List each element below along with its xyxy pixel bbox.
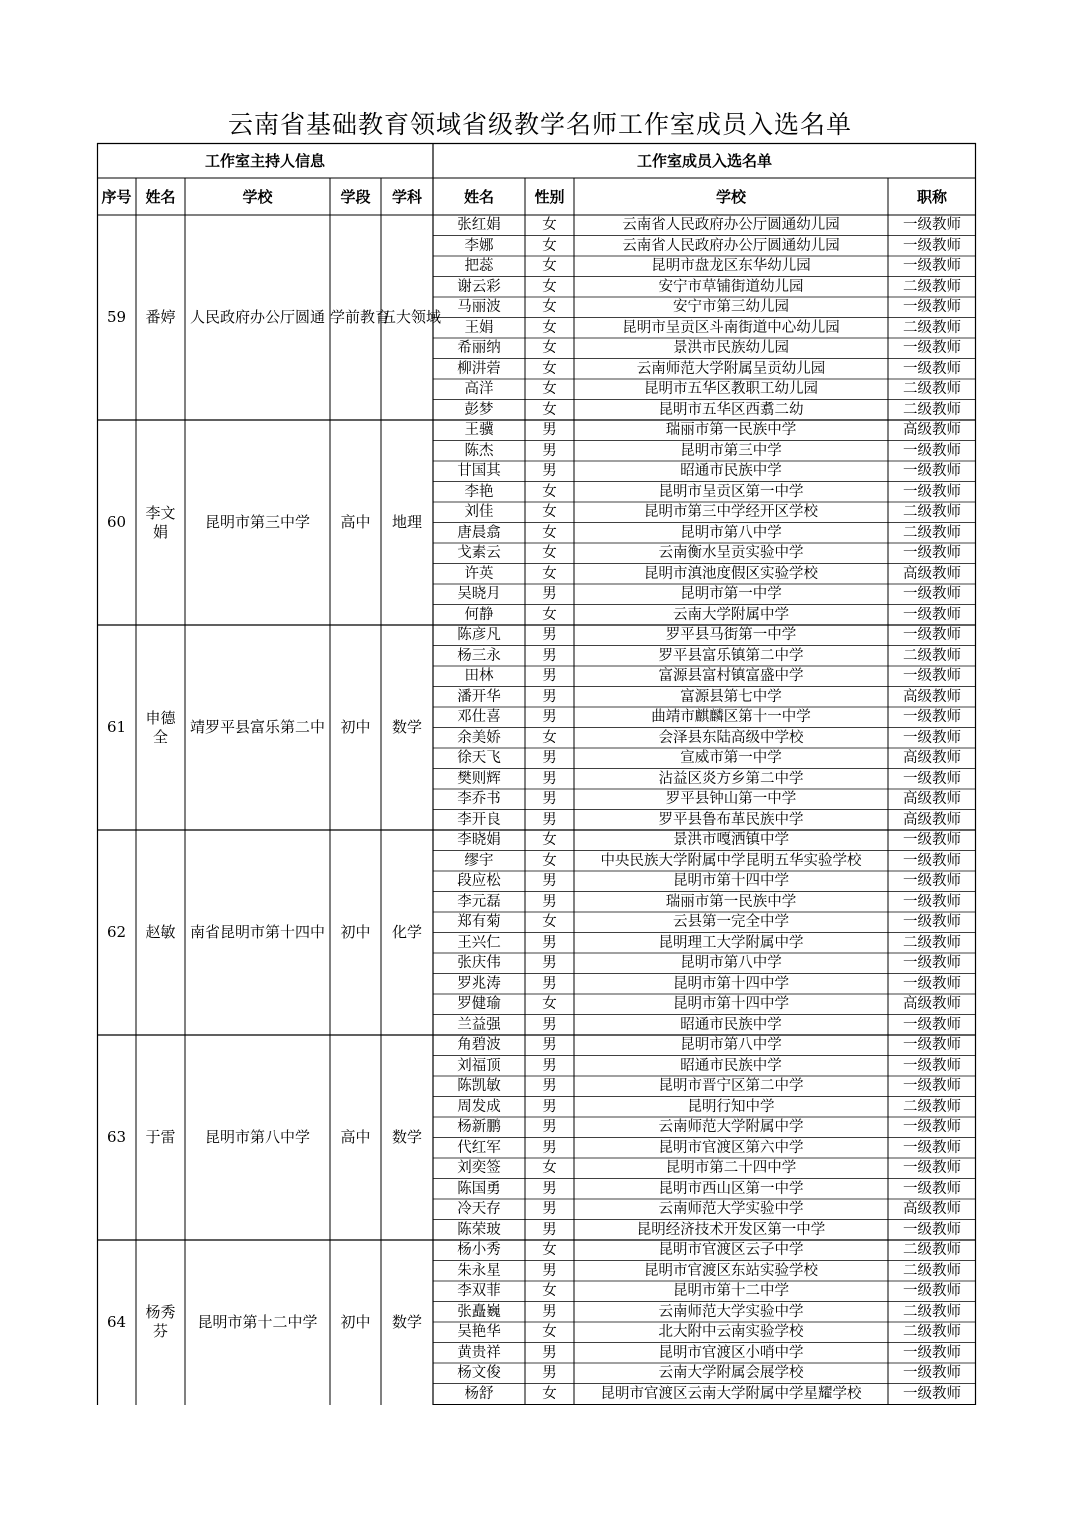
member-school: 昆明市五华区西翥二幼	[658, 401, 804, 418]
member-school: 曲靖市麒麟区第十一中学	[651, 709, 811, 726]
member-name: 把蕊	[464, 258, 494, 275]
member-school: 云南衡水呈贡实验中学	[658, 545, 804, 562]
studio-number: 62	[106, 923, 127, 941]
member-rank: 一级教师	[903, 340, 961, 357]
member-school: 昭通市民族中学	[680, 1016, 782, 1033]
member-rank: 一级教师	[903, 360, 961, 377]
member-group-header: 工作室成员入选名单	[636, 152, 772, 170]
member-gender: 男	[542, 1078, 557, 1095]
member-rank: 二级教师	[903, 1303, 961, 1320]
member-school: 昆明市官渡区第六中学	[658, 1139, 804, 1156]
member-name: 李晓娟	[457, 832, 501, 849]
member-gender: 女	[542, 1242, 557, 1259]
member-gender: 女	[542, 1160, 557, 1177]
host-name: 杨秀芬	[145, 1303, 176, 1340]
member-rank: 一级教师	[903, 1037, 961, 1054]
member-school: 昆明市第三中学经开区学校	[644, 504, 818, 521]
studio-number: 59	[106, 308, 127, 326]
member-name: 陈凯敏	[457, 1078, 501, 1095]
member-school: 云南大学附属会展学校	[658, 1365, 804, 1382]
member-rank: 一级教师	[903, 627, 961, 644]
member-gender: 男	[542, 873, 557, 890]
studio-number: 61	[106, 718, 127, 736]
member-school: 昆明市滇池度假区实验学校	[644, 565, 818, 582]
roster-table	[97, 143, 976, 1405]
member-name: 戈素云	[457, 545, 501, 562]
member-name: 吴艳华	[457, 1324, 501, 1341]
member-gender: 男	[542, 1303, 557, 1320]
host-school: 人民政府办公厅圆通	[189, 308, 325, 326]
member-name: 杨新鹏	[457, 1119, 501, 1136]
member-name: 兰益强	[457, 1016, 501, 1033]
member-rank: 二级教师	[903, 1242, 961, 1259]
member-rank: 二级教师	[903, 401, 961, 418]
studio-number: 60	[106, 513, 127, 531]
host-school: 昆明市第十二中学	[197, 1312, 318, 1331]
member-gender: 女	[542, 606, 557, 623]
member-school: 昆明市第八中学	[680, 524, 782, 541]
member-rank: 高级教师	[903, 750, 961, 767]
member-school: 富源县富村镇富盛中学	[658, 668, 804, 685]
member-rank: 一级教师	[903, 668, 961, 685]
member-rank: 高级教师	[903, 791, 961, 808]
member-rank: 一级教师	[903, 709, 961, 726]
member-school: 景洪市民族幼儿园	[673, 340, 789, 357]
member-gender: 男	[542, 442, 557, 459]
member-school: 罗平县富乐镇第二中学	[658, 647, 804, 664]
member-name: 李开良	[457, 811, 501, 828]
member-school: 昆明市官渡区东站实验学校	[644, 1262, 818, 1279]
member-name: 刘佳	[464, 504, 494, 521]
member-gender: 女	[542, 1283, 557, 1300]
col-header-subject: 学科	[391, 188, 422, 206]
member-school: 云南省人民政府办公厅圆通幼儿园	[622, 237, 840, 254]
member-rank: 一级教师	[903, 586, 961, 603]
member-name: 陈彦凡	[457, 627, 501, 644]
host-subject: 数学	[391, 1312, 422, 1331]
member-school: 昆明市呈贡区第一中学	[658, 483, 804, 500]
host-name: 于雷	[145, 1128, 176, 1146]
member-name: 罗健瑜	[457, 996, 501, 1013]
member-name: 王娟	[464, 319, 494, 336]
col-header-stage: 学段	[340, 188, 371, 206]
member-gender: 男	[542, 893, 557, 910]
member-school: 瑞丽市第一民族中学	[665, 893, 797, 910]
member-school: 罗平县钟山第一中学	[665, 791, 797, 808]
member-school: 昆明市盘龙区东华幼儿园	[651, 258, 811, 275]
member-school: 昭通市民族中学	[680, 1057, 782, 1074]
member-school: 昆明市五华区教职工幼儿园	[644, 381, 818, 398]
member-gender: 女	[542, 832, 557, 849]
member-rank: 二级教师	[903, 504, 961, 521]
member-gender: 女	[542, 996, 557, 1013]
col-header-rank: 职称	[916, 188, 947, 206]
member-gender: 男	[542, 770, 557, 787]
member-gender: 女	[542, 360, 557, 377]
member-rank: 一级教师	[903, 545, 961, 562]
member-gender: 男	[542, 1344, 557, 1361]
member-rank: 一级教师	[903, 1221, 961, 1238]
host-subject: 地理	[391, 513, 422, 531]
member-school: 会泽县东陆高级中学校	[658, 729, 804, 746]
member-gender: 女	[542, 852, 557, 869]
host-subject: 数学	[391, 1128, 422, 1146]
host-subject: 化学	[391, 923, 422, 941]
member-school: 昆明市第十四中学	[673, 996, 789, 1013]
member-name: 李艳	[464, 483, 494, 500]
member-gender: 男	[542, 1201, 557, 1218]
member-rank: 一级教师	[903, 1180, 961, 1197]
member-rank: 一级教师	[903, 852, 961, 869]
host-school: 南省昆明市第十四中	[189, 923, 325, 941]
host-stage: 初中	[340, 718, 371, 736]
member-school: 昆明行知中学	[687, 1098, 775, 1115]
member-gender: 男	[542, 975, 557, 992]
member-gender: 男	[542, 1119, 557, 1136]
member-rank: 高级教师	[903, 565, 961, 582]
member-rank: 一级教师	[903, 442, 961, 459]
member-name: 陈荣玻	[457, 1221, 501, 1238]
member-rank: 二级教师	[903, 934, 961, 951]
member-rank: 一级教师	[903, 832, 961, 849]
member-school: 安宁市草铺街道幼儿园	[658, 278, 804, 295]
member-rank: 高级教师	[903, 422, 961, 439]
member-gender: 男	[542, 627, 557, 644]
member-name: 马丽波	[457, 299, 501, 316]
member-name: 罗兆涛	[457, 975, 501, 992]
studio-number: 63	[106, 1128, 127, 1146]
member-name: 樊则辉	[457, 770, 501, 787]
member-gender: 男	[542, 1098, 557, 1115]
member-school: 昆明理工大学附属中学	[658, 934, 804, 951]
member-gender: 女	[542, 278, 557, 295]
member-name: 张庆伟	[457, 955, 501, 972]
member-rank: 一级教师	[903, 1139, 961, 1156]
member-rank: 一级教师	[903, 237, 961, 254]
member-rank: 一级教师	[903, 1344, 961, 1361]
member-school: 昆明市官渡区小哨中学	[658, 1344, 804, 1361]
member-name: 陈杰	[464, 442, 494, 459]
member-school: 沾益区炎方乡第二中学	[658, 770, 804, 787]
member-rank: 一级教师	[903, 914, 961, 931]
host-stage: 初中	[340, 1312, 371, 1331]
member-gender: 男	[542, 1262, 557, 1279]
member-name: 代红军	[457, 1139, 501, 1156]
col-header-host-name: 姓名	[145, 188, 176, 206]
col-header-gender: 性别	[534, 188, 565, 206]
host-name: 番婷	[145, 308, 176, 326]
member-school: 安宁市第三幼儿园	[673, 299, 789, 316]
member-rank: 一级教师	[903, 1119, 961, 1136]
member-school: 云南师范大学附属呈贡幼儿园	[636, 360, 826, 377]
col-header-member-name: 姓名	[463, 188, 494, 206]
member-gender: 女	[542, 381, 557, 398]
host-name: 李文娟	[145, 503, 176, 541]
member-name: 高洋	[464, 381, 494, 398]
member-gender: 男	[542, 1139, 557, 1156]
member-school: 昆明市第三中学	[680, 442, 782, 459]
member-gender: 男	[542, 668, 557, 685]
member-name: 余美娇	[457, 729, 501, 746]
member-school: 昆明经济技术开发区第一中学	[636, 1221, 826, 1238]
member-name: 杨文俊	[457, 1365, 501, 1382]
host-group-header: 工作室主持人信息	[204, 152, 325, 170]
member-name: 周发成	[457, 1098, 501, 1115]
member-name: 彭梦	[464, 401, 494, 418]
host-stage: 高中	[340, 513, 371, 531]
member-rank: 一级教师	[903, 893, 961, 910]
member-name: 田林	[464, 668, 494, 685]
member-name: 段应松	[457, 873, 501, 890]
member-name: 张矗巍	[457, 1303, 501, 1320]
member-gender: 男	[542, 955, 557, 972]
member-school: 云县第一完全中学	[673, 914, 789, 931]
host-subject: 数学	[391, 718, 422, 736]
member-school: 昆明市第十四中学	[673, 873, 789, 890]
member-name: 李乔书	[457, 791, 501, 808]
member-name: 谢云彩	[457, 278, 501, 295]
member-rank: 高级教师	[903, 688, 961, 705]
member-rank: 一级教师	[903, 1016, 961, 1033]
member-school: 中央民族大学附属中学昆明五华实验学校	[600, 852, 862, 869]
member-gender: 男	[542, 1221, 557, 1238]
member-name: 李元磊	[457, 893, 501, 910]
member-school: 昆明市呈贡区斗南街道中心幼儿园	[622, 319, 840, 336]
member-school: 云南师范大学实验中学	[658, 1303, 804, 1320]
member-gender: 女	[542, 1385, 557, 1402]
col-header-host-school: 学校	[242, 188, 273, 206]
col-header-member-school: 学校	[715, 188, 746, 206]
member-school: 罗平县鲁布革民族中学	[658, 811, 804, 828]
member-school: 云南师范大学附属中学	[658, 1119, 804, 1136]
member-gender: 男	[542, 750, 557, 767]
member-gender: 女	[542, 545, 557, 562]
page-title: 云南省基础教育领域省级教学名师工作室成员入选名单	[227, 110, 852, 139]
member-name: 黄贵祥	[457, 1344, 501, 1361]
member-name: 徐天飞	[457, 750, 501, 767]
member-rank: 一级教师	[903, 606, 961, 623]
member-name: 杨小秀	[457, 1242, 501, 1259]
member-name: 王骥	[464, 422, 494, 439]
member-school: 昆明市官渡区云南大学附属中学星耀学校	[600, 1385, 862, 1402]
member-gender: 男	[542, 1180, 557, 1197]
member-rank: 二级教师	[903, 278, 961, 295]
member-name: 冷天存	[457, 1201, 501, 1218]
member-school: 昆明市第八中学	[680, 1037, 782, 1054]
member-school: 瑞丽市第一民族中学	[665, 422, 797, 439]
member-name: 刘奕签	[457, 1160, 501, 1177]
member-rank: 一级教师	[903, 1365, 961, 1382]
member-school: 昆明市第二十四中学	[665, 1160, 797, 1177]
member-rank: 一级教师	[903, 483, 961, 500]
member-gender: 女	[542, 340, 557, 357]
member-rank: 一级教师	[903, 1283, 961, 1300]
member-rank: 一级教师	[903, 873, 961, 890]
member-school: 昆明市第八中学	[680, 955, 782, 972]
member-school: 富源县第七中学	[680, 688, 782, 705]
member-school: 昆明市晋宁区第二中学	[658, 1078, 804, 1095]
member-rank: 一级教师	[903, 975, 961, 992]
host-stage: 学前教育	[330, 308, 391, 326]
member-name: 邓仕喜	[457, 709, 501, 726]
member-gender: 男	[542, 791, 557, 808]
member-rank: 高级教师	[903, 811, 961, 828]
host-school: 昆明市第八中学	[204, 1128, 310, 1146]
member-gender: 男	[542, 1016, 557, 1033]
member-school: 昭通市民族中学	[680, 463, 782, 480]
member-school: 昆明市西山区第一中学	[658, 1180, 804, 1197]
member-school: 昆明市第十四中学	[673, 975, 789, 992]
member-school: 昆明市第一中学	[680, 586, 782, 603]
member-rank: 一级教师	[903, 1057, 961, 1074]
member-school: 昆明市第十二中学	[673, 1283, 789, 1300]
member-gender: 男	[542, 811, 557, 828]
member-name: 何静	[464, 606, 494, 623]
member-gender: 女	[542, 237, 557, 254]
member-rank: 一级教师	[903, 955, 961, 972]
member-school: 昆明市官渡区云子中学	[658, 1242, 804, 1259]
member-rank: 高级教师	[903, 1201, 961, 1218]
member-school: 景洪市嘎洒镇中学	[673, 832, 789, 849]
member-gender: 男	[542, 1037, 557, 1054]
member-rank: 一级教师	[903, 1160, 961, 1177]
member-gender: 男	[542, 688, 557, 705]
member-rank: 一级教师	[903, 217, 961, 234]
member-gender: 男	[542, 647, 557, 664]
member-rank: 高级教师	[903, 996, 961, 1013]
member-rank: 二级教师	[903, 319, 961, 336]
member-gender: 女	[542, 483, 557, 500]
member-rank: 一级教师	[903, 770, 961, 787]
member-gender: 男	[542, 422, 557, 439]
member-name: 刘福顶	[457, 1057, 501, 1074]
member-rank: 一级教师	[903, 1078, 961, 1095]
member-school: 云南省人民政府办公厅圆通幼儿园	[622, 217, 840, 234]
member-rank: 二级教师	[903, 1262, 961, 1279]
member-name: 唐晨翕	[457, 524, 501, 541]
host-school: 靖罗平县富乐第二中	[189, 718, 325, 736]
member-name: 杨舒	[464, 1385, 494, 1402]
member-gender: 女	[542, 729, 557, 746]
member-gender: 男	[542, 463, 557, 480]
member-gender: 男	[542, 1057, 557, 1074]
member-name: 缪宇	[464, 852, 494, 869]
member-name: 朱永星	[457, 1262, 501, 1279]
member-gender: 女	[542, 401, 557, 418]
member-name: 希丽纳	[457, 340, 501, 357]
member-name: 吴晓月	[457, 586, 501, 603]
member-rank: 一级教师	[903, 299, 961, 316]
member-gender: 男	[542, 586, 557, 603]
member-name: 潘开华	[457, 688, 501, 705]
member-gender: 女	[542, 914, 557, 931]
col-header-no: 序号	[101, 188, 132, 206]
member-name: 甘国其	[457, 463, 501, 480]
member-school: 云南师范大学实验中学	[658, 1201, 804, 1218]
member-rank: 二级教师	[903, 524, 961, 541]
member-name: 角碧波	[457, 1037, 501, 1054]
host-stage: 初中	[340, 923, 371, 941]
member-name: 许英	[464, 565, 494, 582]
member-rank: 二级教师	[903, 647, 961, 664]
member-gender: 男	[542, 709, 557, 726]
member-rank: 二级教师	[903, 381, 961, 398]
member-gender: 女	[542, 217, 557, 234]
host-school: 昆明市第三中学	[204, 513, 310, 531]
member-school: 宣威市第一中学	[680, 750, 782, 767]
member-rank: 一级教师	[903, 1385, 961, 1402]
host-subject: 五大领域	[381, 308, 442, 326]
member-rank: 一级教师	[903, 729, 961, 746]
member-name: 李娜	[464, 237, 494, 254]
member-rank: 一级教师	[903, 258, 961, 275]
member-rank: 二级教师	[903, 1324, 961, 1341]
member-gender: 女	[542, 524, 557, 541]
host-name: 申德全	[145, 708, 176, 746]
member-gender: 女	[542, 565, 557, 582]
member-name: 陈国勇	[457, 1180, 501, 1197]
member-gender: 男	[542, 1365, 557, 1382]
member-name: 张红娟	[457, 217, 501, 234]
member-name: 柳汫菪	[457, 360, 501, 377]
studio-number: 64	[106, 1312, 127, 1331]
member-school: 北大附中云南实验学校	[658, 1324, 804, 1341]
member-gender: 女	[542, 504, 557, 521]
member-gender: 男	[542, 934, 557, 951]
member-name: 王兴仁	[457, 934, 501, 951]
member-rank: 一级教师	[903, 463, 961, 480]
host-stage: 高中	[340, 1128, 371, 1146]
member-gender: 女	[542, 299, 557, 316]
member-gender: 女	[542, 1324, 557, 1341]
member-name: 李双菲	[457, 1283, 501, 1300]
member-gender: 女	[542, 319, 557, 336]
host-name: 赵敏	[145, 923, 176, 941]
member-name: 郑有菊	[457, 914, 501, 931]
member-name: 杨三永	[457, 647, 501, 664]
member-gender: 女	[542, 258, 557, 275]
member-school: 罗平县马街第一中学	[665, 627, 797, 644]
member-school: 云南大学附属中学	[673, 606, 789, 623]
member-rank: 二级教师	[903, 1098, 961, 1115]
